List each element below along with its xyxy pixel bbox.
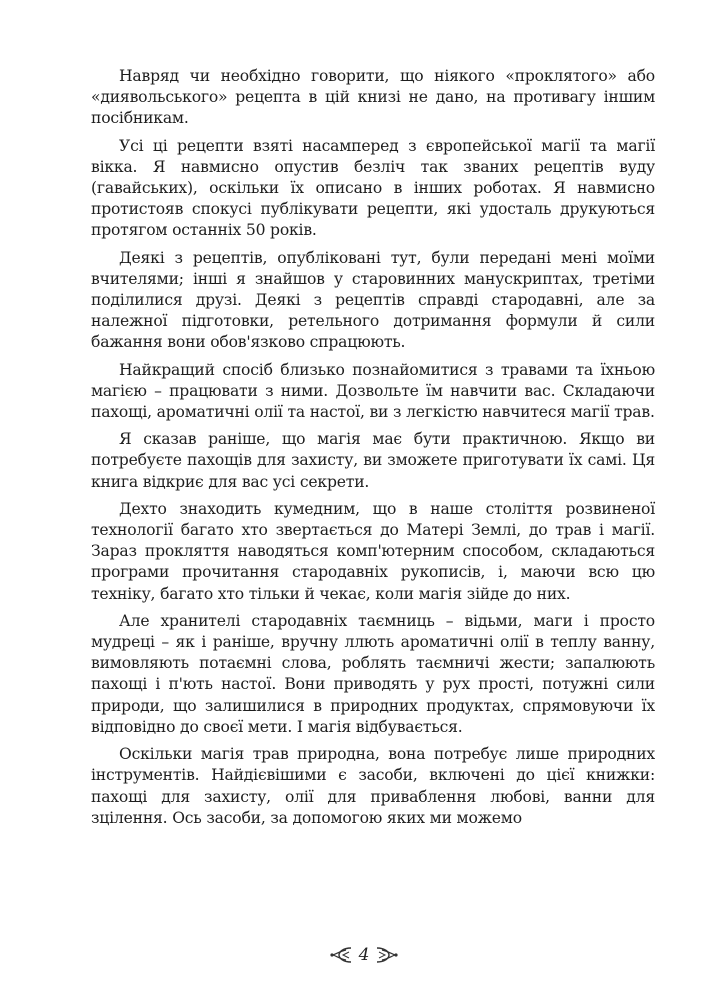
paragraph-6: Дехто знаходить кумедним, що в наше століття розвиненої технології багато хто звертається до Матері Землі, до трав і магії. Зараз прокляття наводяться комп'ютерним способом, складаються програми прочитання стародавніх рукописів, і, маючи всю цю техніку, багато хто тільки й чекає, коли магія зійде до них.: [91, 499, 655, 603]
paragraph-1: Навряд чи необхідно говорити, що ніякого «проклятого» або «диявольського» рецепта в цій книзі не дано, на противагу іншим посібникам.: [91, 67, 655, 128]
paragraph-4: Найкращий спосіб близько познайомитися з травами та їхньою магією – працювати з ними. Дозвольте їм навчити вас. Складаючи пахощі, ароматичні олії та настої, ви з легкістю навчитеся магії трав.: [91, 360, 655, 422]
paragraph-5: Я сказав раніше, що магія має бути практичною. Якщо ви потребуєте пахощів для захисту, ви зможете приготувати їх самі. Ця книга відкриє для вас усі секрети.: [91, 430, 655, 491]
ornament-right-icon: [375, 946, 399, 964]
paragraph-3: Деякі з рецептів, опубліковані тут, були передані мені моїми вчителями; інші я знайшов у старовинних манускриптах, третіми поділилися друзі. Деякі з рецептів справді стародавні, але за належної підготовки, ретельного дотримання формули й сили бажання вони обов'язково спрацюють.: [91, 248, 655, 352]
paragraph-8: Оскільки магія трав природна, вона потребує лише природних інструментів. Найдієвішими є засоби, включені до цієї книжки: пахощі для захисту, олії для приваблення любові, ванни для зцілення. Ось засоби, за допомогою яких ми можемо: [91, 745, 655, 827]
page-footer: [0, 940, 728, 970]
body-text: [91, 66, 655, 835]
paragraph-2: Усі ці рецепти взяті насамперед з європейської магії та магії вікка. Я навмисно опустив безліч так званих рецептів вуду (гавайських), оскільки їх описано в інших роботах. Я навмисно протистояв спокусі публікувати рецепти, які удосталь друкуються протягом останніх 50 років.: [91, 136, 655, 240]
page-number: 4: [358, 945, 370, 965]
ornament-left-icon: [329, 946, 353, 964]
paragraph-7: Але хранителі стародавніх таємниць – відьми, маги і просто мудреці – як і раніше, вручну ллють ароматичні олії в теплу ванну, вимовляють потаємні слова, роблять таємничі жести; запалюють пахощі і п'ють настої. Вони приводять у рух прості, потужні сили природи, що залишилися в природних продуктах, спрямовуючи їх відповідно до своєї мети. І магія відбувається.: [91, 611, 655, 736]
